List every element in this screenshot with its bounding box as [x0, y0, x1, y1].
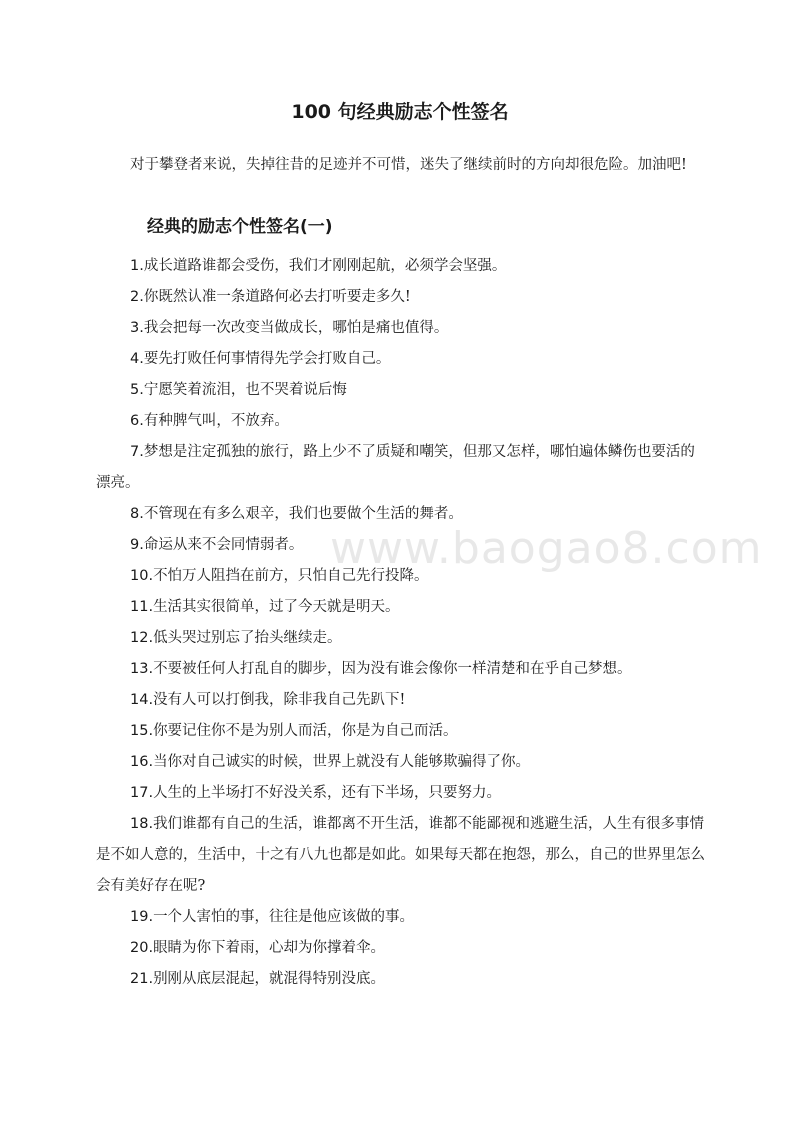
- list-item-number: 11.: [130, 599, 154, 615]
- section-heading: 经典的励志个性签名(一): [147, 217, 333, 237]
- list-item-text: 一个人害怕的事，往往是他应该做的事。: [153, 909, 415, 925]
- list-item: [96, 778, 708, 809]
- list-item: [96, 933, 708, 964]
- list-item-text: 命运从来不会同情弱者。: [143, 537, 304, 553]
- list-item-text: 你要记住你不是为别人而活，你是为自己而活。: [153, 723, 458, 739]
- list-item: [96, 623, 708, 654]
- list-item-number: 6.: [130, 413, 144, 429]
- list-item-number: 7.: [130, 444, 144, 460]
- list-item-number: 18.: [130, 816, 154, 832]
- list-item-number: 10.: [130, 568, 154, 584]
- list-item-text: 成长道路谁都会受伤，我们才刚刚起航，必须学会坚强。: [143, 258, 507, 274]
- list-item-text: 不要被任何人打乱自的脚步，因为没有谁会像你一样清楚和在乎自己梦想。: [153, 661, 632, 677]
- list-item-text: 生活其实很简单，过了今天就是明天。: [153, 599, 400, 615]
- list-item-number: 8.: [130, 506, 144, 522]
- list-item-number: 4.: [130, 351, 144, 367]
- list-item-text: 不管现在有多么艰辛，我们也要做个生活的舞者。: [143, 506, 463, 522]
- list-item-text: 低头哭过别忘了抬头继续走。: [153, 630, 342, 646]
- list-item: [96, 747, 708, 778]
- list-item-number: 19.: [130, 909, 154, 925]
- list-item: [96, 809, 708, 902]
- signature-list: [96, 251, 708, 995]
- list-item-number: 3.: [130, 320, 144, 336]
- list-item-text: 你既然认准一条道路何必去打听要走多久!: [143, 289, 411, 305]
- list-item-number: 12.: [130, 630, 154, 646]
- list-item: [96, 902, 708, 933]
- list-item-number: 5.: [130, 382, 144, 398]
- list-item-text: 没有人可以打倒我，除非我自己先趴下!: [153, 692, 406, 708]
- watermark: www.baogao8.com: [330, 523, 763, 574]
- list-item-number: 16.: [130, 754, 154, 770]
- list-item: [96, 282, 708, 313]
- list-item: [96, 406, 708, 437]
- document-title: 100 句经典励志个性签名: [291, 101, 509, 123]
- list-item-number: 13.: [130, 661, 154, 677]
- list-item: [96, 437, 708, 499]
- list-item-number: 20.: [130, 940, 154, 956]
- list-item-text: 别刚从底层混起，就混得特别没底。: [153, 971, 386, 987]
- list-item-number: 2.: [130, 289, 144, 305]
- list-item-number: 21.: [130, 971, 154, 987]
- list-item: [96, 530, 708, 561]
- list-item: [96, 716, 708, 747]
- list-item-number: 14.: [130, 692, 154, 708]
- list-item-text: 我会把每一次改变当做成长，哪怕是痛也值得。: [143, 320, 449, 336]
- list-item-number: 1.: [130, 258, 144, 274]
- list-item-text: 眼睛为你下着雨，心却为你撑着伞。: [153, 940, 386, 956]
- list-item: [96, 654, 708, 685]
- intro-paragraph: 对于攀登者来说，失掉往昔的足迹并不可惜，迷失了继续前时的方向却很危险。加油吧!: [130, 157, 687, 173]
- list-item-text: 要先打败任何事情得先学会打败自己。: [143, 351, 391, 367]
- list-item-text: 我们谁都有自己的生活，谁都离不开生活，谁都不能鄙视和逃避生活，人生有很多事情是不如人意的，生活中，十之有八九也都是如此。如果每天都在抱怨，那么，自己的世界里怎么会有美好存在呢?: [96, 816, 705, 894]
- list-item-number: 9.: [130, 537, 144, 553]
- list-item-text: 不怕万人阻挡在前方，只怕自己先行投降。: [153, 568, 429, 584]
- list-item: [96, 251, 708, 282]
- list-item-text: 有种脾气叫，不放弃。: [143, 413, 289, 429]
- list-item: [96, 499, 708, 530]
- list-item: [96, 313, 708, 344]
- list-item-text: 人生的上半场打不好没关系，还有下半场，只要努力。: [153, 785, 502, 801]
- list-item: [96, 344, 708, 375]
- list-item-text: 当你对自己诚实的时候，世界上就没有人能够欺骗得了你。: [153, 754, 531, 770]
- list-item-text: 梦想是注定孤独的旅行，路上少不了质疑和嘲笑，但那又怎样，哪怕遍体鳞伤也要活的漂亮。: [96, 444, 695, 491]
- list-item: [96, 964, 708, 995]
- list-item-text: 宁愿笑着流泪，也不哭着说后悔: [143, 382, 347, 398]
- list-item: [96, 685, 708, 716]
- list-item: [96, 375, 708, 406]
- list-item: [96, 561, 708, 592]
- list-item-number: 15.: [130, 723, 154, 739]
- list-item: [96, 592, 708, 623]
- list-item-number: 17.: [130, 785, 154, 801]
